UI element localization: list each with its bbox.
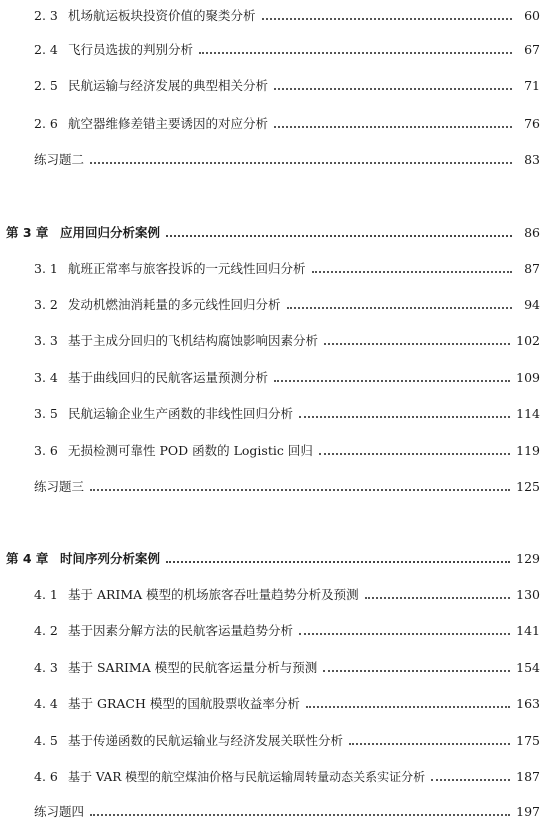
leader-dots (90, 161, 512, 164)
toc-entry-4-3[interactable] (0, 658, 550, 678)
section-title: 基于主成分回归的飞机结构腐蚀影响因素分析 (68, 333, 319, 348)
toc-entry-4-1[interactable] (0, 585, 550, 605)
toc-entry-exercise-2[interactable] (0, 150, 550, 170)
page-number: 141 (516, 623, 540, 638)
page-number: 76 (524, 116, 540, 131)
section-title: 机场航运板块投资价值的聚类分析 (68, 8, 256, 23)
leader-dots (319, 452, 510, 455)
page-number: 102 (516, 333, 540, 348)
toc-entry-2-5[interactable] (0, 76, 550, 96)
page-number: 175 (516, 733, 540, 748)
toc-entry-exercise-3[interactable] (0, 477, 550, 497)
section-number: 2. 5 (34, 78, 58, 93)
toc-entry-3-4[interactable] (0, 368, 550, 388)
section-title: 基于 GRACH 模型的国航股票收益率分析 (68, 696, 300, 711)
toc-entry-2-4[interactable] (0, 40, 550, 60)
section-number: 3. 6 (34, 443, 58, 458)
leader-dots (274, 379, 510, 382)
page-number: 71 (524, 78, 540, 93)
leader-dots (365, 596, 510, 599)
section-number: 4. 4 (34, 696, 58, 711)
section-title: 航空器维修差错主要诱因的对应分析 (68, 116, 269, 131)
toc-entry-3-6[interactable] (0, 441, 550, 461)
page-number: 67 (524, 42, 540, 57)
leader-dots (299, 415, 510, 418)
section-title: 民航运输与经济发展的典型相关分析 (68, 78, 269, 93)
leader-dots (274, 87, 512, 90)
page-number: 60 (524, 8, 540, 23)
chapter-number: 第 3 章 (6, 225, 49, 240)
section-title: 练习题三 (34, 479, 85, 494)
section-number: 4. 5 (34, 733, 58, 748)
page-number: 125 (516, 479, 540, 494)
section-title: 基于传递函数的民航运输业与经济发展关联性分析 (68, 733, 344, 748)
section-title: 发动机燃油消耗量的多元线性回归分析 (68, 297, 281, 312)
page-number: 109 (516, 370, 540, 385)
section-title: 航班正常率与旅客投诉的一元线性回归分析 (68, 261, 306, 276)
section-number: 4. 6 (34, 769, 58, 784)
toc-entry-3-1[interactable] (0, 259, 550, 279)
leader-dots (299, 632, 510, 635)
leader-dots (166, 560, 510, 563)
section-number: 3. 2 (34, 297, 58, 312)
section-number: 3. 4 (34, 370, 58, 385)
section-number: 3. 5 (34, 406, 58, 421)
leader-dots (262, 17, 512, 20)
leader-dots (431, 778, 510, 781)
section-number: 4. 3 (34, 660, 58, 675)
toc-entry-4-4[interactable] (0, 694, 550, 714)
page-number: 86 (524, 225, 540, 240)
page-number: 154 (516, 660, 540, 675)
section-title: 基于 ARIMA 模型的机场旅客吞吐量趋势分析及预测 (68, 587, 359, 602)
section-number: 2. 3 (34, 8, 58, 23)
section-title: 飞行员选拔的判别分析 (68, 42, 194, 57)
toc-entry-3-3[interactable] (0, 331, 550, 351)
leader-dots (349, 742, 510, 745)
leader-dots (323, 669, 510, 672)
section-title: 基于因素分解方法的民航客运量趋势分析 (68, 623, 294, 638)
chapter-number: 第 4 章 (6, 551, 49, 566)
page-number: 130 (516, 587, 540, 602)
leader-dots (90, 813, 510, 816)
page-number: 94 (524, 297, 540, 312)
section-title: 基于 VAR 模型的航空煤油价格与民航运输周转量动态关系实证分析 (68, 770, 426, 784)
page-number: 87 (524, 261, 540, 276)
section-title: 民航运输企业生产函数的非线性回归分析 (68, 406, 294, 421)
page-number: 163 (516, 696, 540, 711)
page-number: 83 (524, 152, 540, 167)
leader-dots (199, 51, 512, 54)
toc-entry-4-2[interactable] (0, 621, 550, 641)
toc-entry-3-2[interactable] (0, 295, 550, 315)
section-number: 4. 1 (34, 587, 58, 602)
toc-entry-2-6[interactable] (0, 114, 550, 134)
leader-dots (324, 342, 510, 345)
toc-entry-4-6[interactable] (0, 767, 550, 787)
page-number: 119 (516, 443, 540, 458)
section-number: 3. 1 (34, 261, 58, 276)
section-number: 4. 2 (34, 623, 58, 638)
toc-chapter-3[interactable] (0, 223, 550, 243)
page-number: 187 (516, 769, 540, 784)
section-title: 基于曲线回归的民航客运量预测分析 (68, 370, 269, 385)
leader-dots (274, 125, 512, 128)
page-number: 197 (516, 804, 540, 819)
toc-entry-exercise-4[interactable] (0, 802, 550, 822)
section-title: 基于 SARIMA 模型的民航客运量分析与预测 (68, 660, 318, 675)
section-number: 3. 3 (34, 333, 58, 348)
section-title: 练习题四 (34, 804, 85, 819)
toc-chapter-4[interactable] (0, 549, 550, 569)
page-number: 129 (516, 551, 540, 566)
section-number: 2. 6 (34, 116, 58, 131)
leader-dots (306, 705, 510, 708)
section-title: 练习题二 (34, 152, 85, 167)
chapter-title: 应用回归分析案例 (60, 225, 161, 240)
toc-entry-2-3[interactable] (0, 6, 550, 26)
section-number: 2. 4 (34, 42, 58, 57)
page-number: 114 (516, 406, 540, 421)
leader-dots (312, 270, 512, 273)
leader-dots (287, 306, 512, 309)
toc-entry-4-5[interactable] (0, 731, 550, 751)
leader-dots (90, 488, 510, 491)
chapter-title: 时间序列分析案例 (60, 551, 161, 566)
section-title: 无损检测可靠性 POD 函数的 Logistic 回归 (68, 443, 313, 458)
toc-entry-3-5[interactable] (0, 404, 550, 424)
leader-dots (166, 234, 512, 237)
